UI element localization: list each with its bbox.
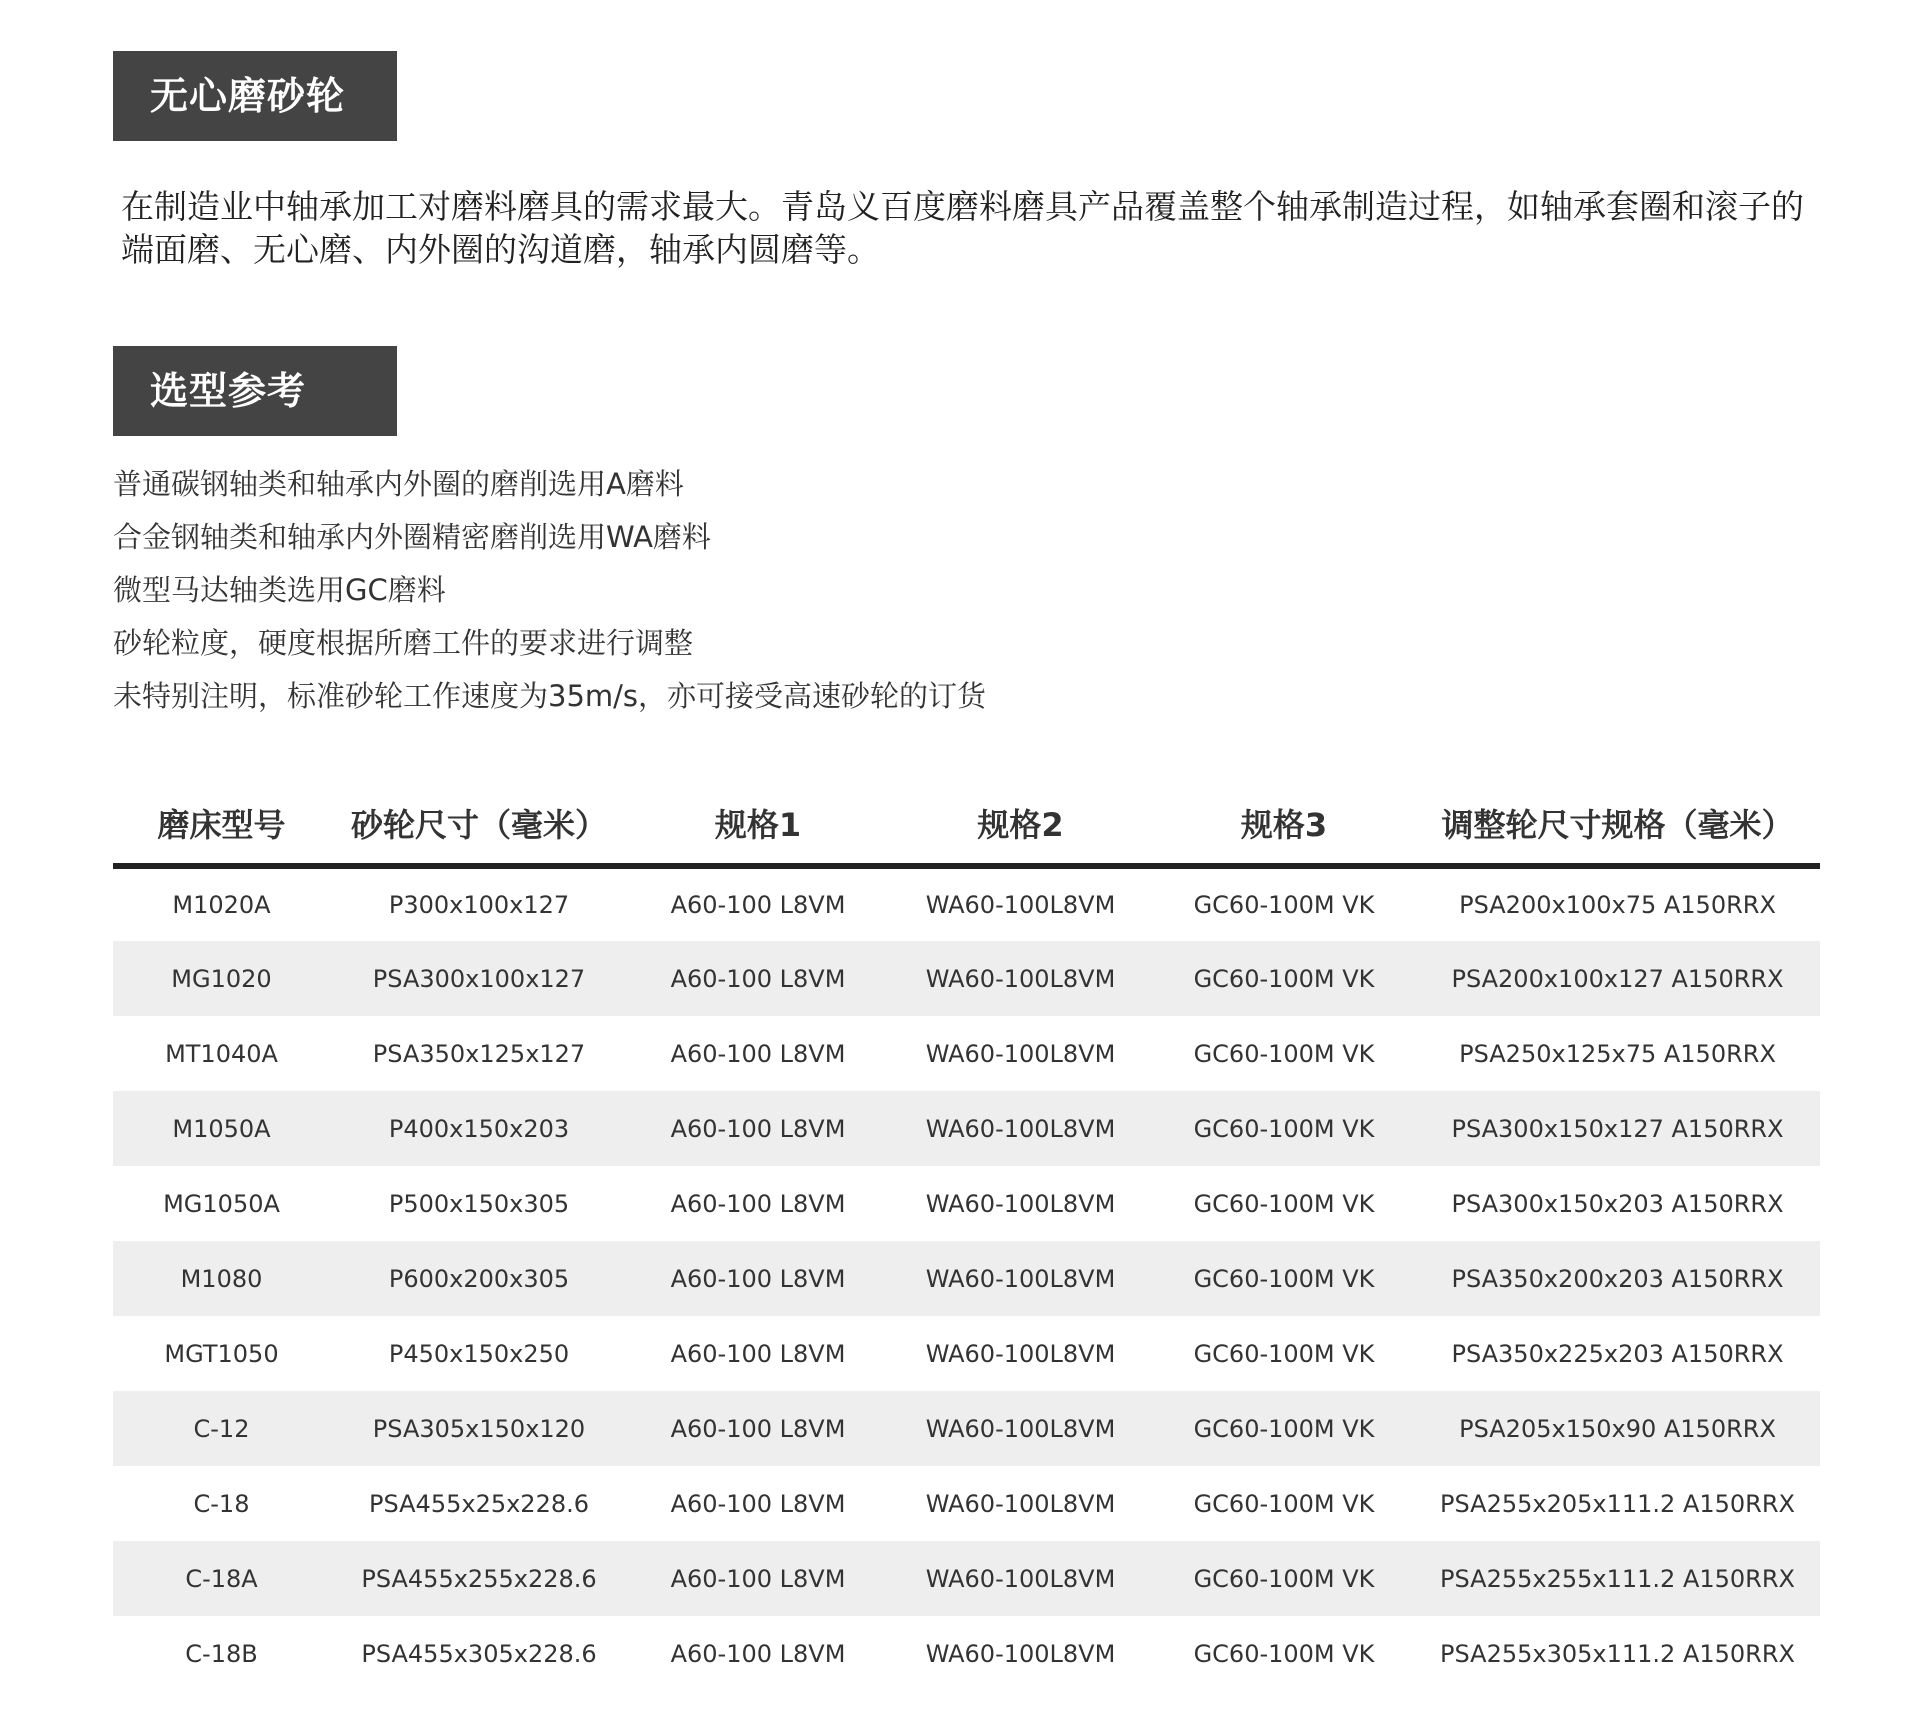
cell-spec-2: WA60-100L8VM (888, 941, 1153, 1016)
cell-machine-model: M1050A (113, 1091, 330, 1166)
selection-note: 合金钢轴类和轴承内外圈精密磨削选用WA磨料 (113, 520, 711, 554)
cell-regulating-wheel: PSA250x125x75 A150RRX (1459, 1039, 1776, 1068)
cell-spec-2: WA60-100L8VM (888, 1541, 1153, 1616)
cell-regulating-wheel: PSA200x100x75 A150RRX (1459, 891, 1776, 919)
cell-regulating-wheel: PSA200x100x127 A150RRX (1415, 941, 1820, 1016)
cell-wheel-size: PSA350x125x127 (372, 1039, 586, 1068)
cell-regulating-wheel: PSA255x305x111.2 A150RRX (1440, 1639, 1795, 1668)
cell-spec-2: WA60-100L8VM (888, 1391, 1153, 1466)
cell-spec-1: A60-100 L8VM (670, 891, 846, 919)
cell-regulating-wheel: PSA300x150x203 A150RRX (1451, 1189, 1784, 1218)
table-row (113, 1091, 1820, 1166)
cell-spec-1: A60-100 L8VM (670, 1339, 846, 1368)
cell-wheel-size: P600x200x305 (330, 1241, 628, 1316)
cell-wheel-size: P300x100x127 (388, 891, 570, 919)
cell-spec-2: WA60-100L8VM (888, 1091, 1153, 1166)
selection-note: 普通碳钢轴类和轴承内外圈的磨削选用A磨料 (113, 467, 684, 501)
cell-spec-3: GC60-100M VK (1153, 941, 1415, 1016)
cell-spec-2: WA60-100L8VM (925, 891, 1116, 919)
cell-regulating-wheel: PSA350x225x203 A150RRX (1451, 1339, 1784, 1368)
table-row (113, 1391, 1820, 1466)
cell-machine-model: MG1020 (113, 941, 330, 1016)
cell-regulating-wheel: PSA255x255x111.2 A150RRX (1415, 1541, 1820, 1616)
column-header-spec-1: 规格1 (628, 782, 888, 866)
table-row (113, 1166, 1820, 1241)
cell-spec-2: WA60-100L8VM (888, 1241, 1153, 1316)
cell-wheel-size: P450x150x250 (388, 1339, 570, 1368)
table-header-row (113, 782, 1820, 866)
table-row (113, 1316, 1820, 1391)
cell-regulating-wheel: PSA255x205x111.2 A150RRX (1440, 1489, 1795, 1518)
cell-machine-model: MT1040A (165, 1039, 278, 1068)
cell-spec-1: A60-100 L8VM (628, 1091, 888, 1166)
cell-spec-1: A60-100 L8VM (670, 1039, 846, 1068)
selection-notes-list (113, 458, 1413, 723)
column-header-wheel-size: 砂轮尺寸（毫米） (330, 782, 628, 866)
cell-regulating-wheel: PSA205x150x90 A150RRX (1415, 1391, 1820, 1466)
cell-spec-1: A60-100 L8VM (628, 1391, 888, 1466)
column-header-machine-model: 磨床型号 (113, 782, 330, 866)
selection-note: 微型马达轴类选用GC磨料 (113, 573, 446, 607)
cell-regulating-wheel: PSA300x150x127 A150RRX (1415, 1091, 1820, 1166)
cell-spec-1: A60-100 L8VM (628, 1241, 888, 1316)
table-row (113, 1466, 1820, 1541)
cell-regulating-wheel: PSA350x200x203 A150RRX (1415, 1241, 1820, 1316)
cell-spec-1: A60-100 L8VM (670, 1489, 846, 1518)
cell-wheel-size: P400x150x203 (330, 1091, 628, 1166)
selection-note: 砂轮粒度，硬度根据所磨工件的要求进行调整 (113, 626, 694, 660)
cell-machine-model: MG1050A (163, 1189, 280, 1218)
cell-spec-1: A60-100 L8VM (670, 1639, 846, 1668)
table-row (113, 1016, 1820, 1091)
table-row (113, 1616, 1820, 1691)
section-title-selection-guide: 选型参考 (113, 346, 397, 436)
cell-spec-2: WA60-100L8VM (925, 1639, 1116, 1668)
cell-spec-3: GC60-100M VK (1153, 1091, 1415, 1166)
column-header-regulating-wheel: 调整轮尺寸规格（毫米） (1415, 782, 1820, 866)
section-title-centerless-wheel: 无心磨砂轮 (113, 51, 397, 141)
cell-spec-3: GC60-100M VK (1153, 1391, 1415, 1466)
cell-machine-model: C-18 (193, 1489, 250, 1518)
cell-spec-1: A60-100 L8VM (628, 1541, 888, 1616)
table-row (113, 1241, 1820, 1316)
table-row (113, 941, 1820, 1016)
cell-spec-3: GC60-100M VK (1193, 1189, 1375, 1218)
column-header-spec-2: 规格2 (888, 782, 1153, 866)
cell-spec-1: A60-100 L8VM (670, 1189, 846, 1218)
cell-wheel-size: PSA455x305x228.6 (361, 1639, 597, 1668)
cell-spec-3: GC60-100M VK (1153, 1241, 1415, 1316)
grinding-wheel-spec-table (113, 782, 1820, 1691)
cell-spec-2: WA60-100L8VM (925, 1189, 1116, 1218)
cell-spec-3: GC60-100M VK (1193, 1489, 1375, 1518)
table-row (113, 866, 1820, 941)
cell-wheel-size: PSA455x25x228.6 (368, 1489, 590, 1518)
table-body (113, 866, 1820, 1691)
cell-wheel-size: PSA300x100x127 (330, 941, 628, 1016)
column-header-spec-3: 规格3 (1153, 782, 1415, 866)
cell-spec-1: A60-100 L8VM (628, 941, 888, 1016)
selection-note: 未特别注明，标准砂轮工作速度为35m/s，亦可接受高速砂轮的订货 (113, 679, 987, 713)
cell-spec-2: WA60-100L8VM (925, 1489, 1116, 1518)
cell-machine-model: M1020A (172, 891, 271, 919)
cell-wheel-size: P500x150x305 (388, 1189, 570, 1218)
cell-machine-model: C-12 (113, 1391, 330, 1466)
cell-wheel-size: PSA455x255x228.6 (330, 1541, 628, 1616)
cell-spec-3: GC60-100M VK (1193, 1639, 1375, 1668)
cell-machine-model: C-18A (113, 1541, 330, 1616)
cell-machine-model: MGT1050 (164, 1339, 279, 1368)
cell-spec-3: GC60-100M VK (1193, 891, 1375, 919)
cell-spec-3: GC60-100M VK (1153, 1541, 1415, 1616)
cell-spec-2: WA60-100L8VM (925, 1339, 1116, 1368)
cell-spec-3: GC60-100M VK (1193, 1039, 1375, 1068)
intro-paragraph: 在制造业中轴承加工对磨料磨具的需求最大。青岛义百度磨料磨具产品覆盖整个轴承制造过程，如轴承套圈和滚子的端面磨、无心磨、内外圈的沟道磨，轴承内圆磨等。 (121, 187, 1804, 269)
cell-machine-model: M1080 (113, 1241, 330, 1316)
cell-spec-3: GC60-100M VK (1193, 1339, 1375, 1368)
table-row (113, 1541, 1820, 1616)
cell-spec-2: WA60-100L8VM (925, 1039, 1116, 1068)
cell-wheel-size: PSA305x150x120 (330, 1391, 628, 1466)
cell-machine-model: C-18B (185, 1639, 258, 1668)
